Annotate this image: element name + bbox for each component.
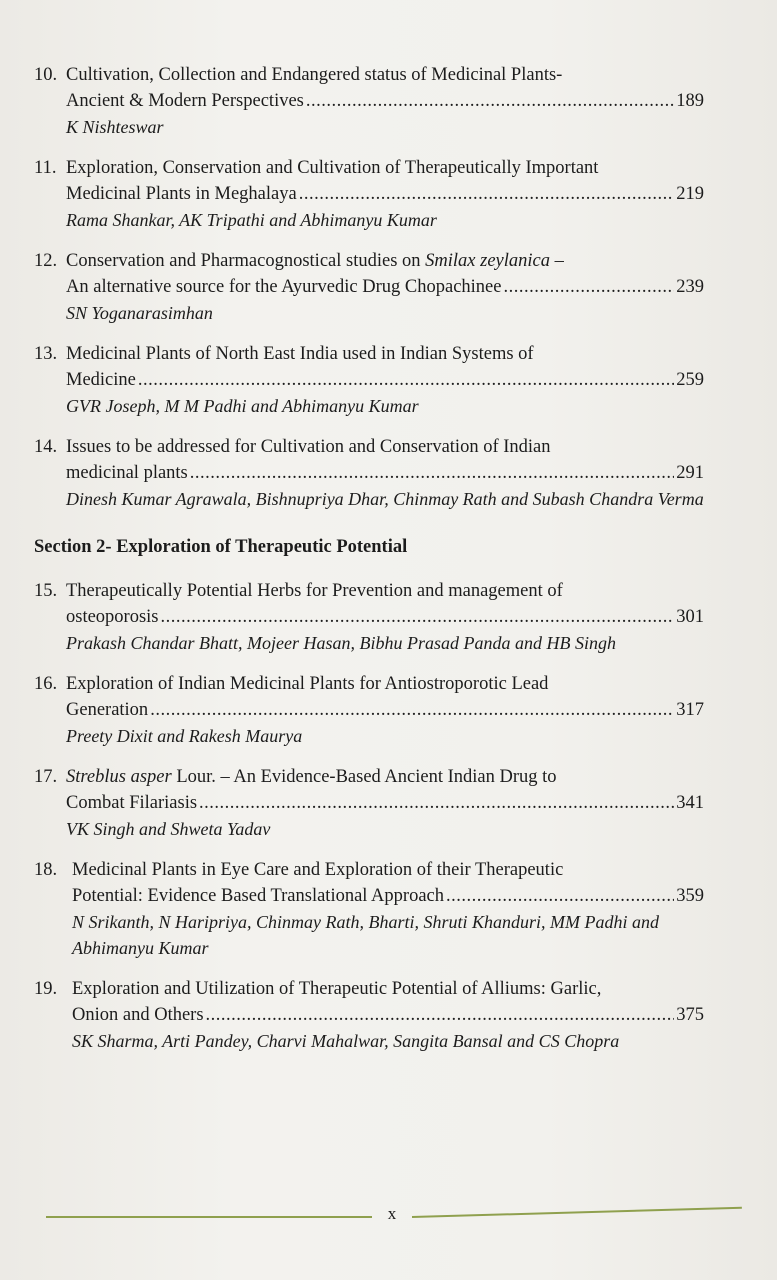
- entry-title-line2: Medicine: [66, 370, 136, 390]
- entry-title-dash: –: [550, 251, 564, 271]
- entry-number: 14.: [34, 437, 58, 457]
- entry-title-line2: Potential: Evidence Based Translational Approach: [72, 886, 444, 906]
- entry-title-line2: Combat Filariasis: [66, 793, 198, 813]
- entry-title-line2: Ancient & Modern Perspectives: [66, 91, 304, 111]
- entry-title-line2: medicinal plants: [66, 463, 188, 483]
- entry-number: 10.: [34, 65, 58, 85]
- entry-page-number: 189: [676, 91, 704, 111]
- toc-entry-16[interactable]: [34, 671, 704, 749]
- entry-title-line2: An alternative source for the Ayurvedic Drug Chopachinee: [66, 277, 502, 297]
- entry-number: 11.: [34, 158, 57, 178]
- footer-rule-right: [412, 1207, 742, 1218]
- entry-title-line1: Medicinal Plants of North East India used in Indian Systems of: [66, 344, 534, 364]
- dot-leader: [138, 367, 674, 393]
- entry-page-number: 239: [676, 277, 704, 297]
- entry-number: 17.: [34, 767, 58, 787]
- entry-authors: Rama Shankar, AK Tripathi and Abhimanyu Kumar: [66, 210, 437, 230]
- section-heading: Section 2- Exploration of Therapeutic Potential: [34, 537, 408, 557]
- entry-number: 16.: [34, 674, 58, 694]
- toc-entry-10[interactable]: [34, 62, 704, 140]
- entry-page-number: 301: [676, 607, 704, 627]
- table-of-contents: [34, 62, 704, 1069]
- species-name: Streblus asper: [66, 767, 172, 787]
- toc-entry-12[interactable]: [34, 248, 704, 326]
- entry-authors: K Nishteswar: [66, 117, 164, 137]
- toc-entry-14[interactable]: [34, 434, 704, 512]
- entry-page-number: 375: [676, 1005, 704, 1025]
- page-footer: [46, 1198, 746, 1238]
- toc-entry-19[interactable]: [34, 976, 704, 1054]
- page-folio: x: [387, 1204, 397, 1223]
- entry-page-number: 317: [676, 700, 704, 720]
- entry-title-line1: Therapeutically Potential Herbs for Prevention and management of: [66, 581, 563, 601]
- entry-authors: SK Sharma, Arti Pandey, Charvi Mahalwar, Sangita Bansal and CS Chopra: [72, 1031, 620, 1051]
- dot-leader: [299, 181, 675, 207]
- entry-title-line2: Onion and Others: [72, 1005, 204, 1025]
- entry-page-number: 219: [676, 184, 704, 204]
- dot-leader: [503, 274, 674, 300]
- footer-rule-left: [46, 1216, 372, 1218]
- entry-authors: N Srikanth, N Haripriya, Chinmay Rath, Bharti, Shruti Khanduri, MM Padhi and Abhimanyu Kumar: [72, 912, 660, 958]
- entry-title-line1: Issues to be addressed for Cultivation and Conservation of Indian: [66, 437, 551, 457]
- toc-entry-18[interactable]: [34, 857, 704, 961]
- entry-title-line1: [66, 248, 564, 274]
- dot-leader: [199, 790, 674, 816]
- entry-authors: Prakash Chandar Bhatt, Mojeer Hasan, Bibhu Prasad Panda and HB Singh: [66, 633, 616, 653]
- entry-page-number: 291: [676, 463, 704, 483]
- entry-title-line2: Medicinal Plants in Meghalaya: [66, 184, 297, 204]
- toc-entry-15[interactable]: [34, 578, 704, 656]
- entry-title-line1: Exploration, Conservation and Cultivation of Therapeutically Important: [66, 158, 599, 178]
- entry-authors: Preety Dixit and Rakesh Maurya: [66, 726, 303, 746]
- entry-title-line1: [66, 764, 557, 790]
- entry-number: 13.: [34, 344, 58, 364]
- toc-entry-11[interactable]: [34, 155, 704, 233]
- dot-leader: [306, 88, 674, 114]
- dot-leader: [206, 1002, 675, 1028]
- toc-entry-17[interactable]: [34, 764, 704, 842]
- entry-number: 18.: [34, 860, 58, 880]
- entry-title-line1: Exploration and Utilization of Therapeutic Potential of Alliums: Garlic,: [72, 979, 602, 999]
- entry-authors: VK Singh and Shweta Yadav: [66, 819, 271, 839]
- entry-authors: SN Yoganarasimhan: [66, 303, 213, 323]
- entry-number: 12.: [34, 251, 58, 271]
- entry-number: 15.: [34, 581, 58, 601]
- entry-title-line2: Generation: [66, 700, 149, 720]
- entry-title-text: Conservation and Pharmacognostical studies on: [66, 251, 426, 271]
- entry-title-line1: Exploration of Indian Medicinal Plants for Antiostroporotic Lead: [66, 674, 549, 694]
- species-name: Smilax zeylanica: [425, 251, 550, 271]
- dot-leader: [150, 697, 674, 723]
- entry-title-line1: Cultivation, Collection and Endangered status of Medicinal Plants-: [66, 65, 563, 85]
- entry-page-number: 341: [676, 793, 704, 813]
- entry-number: 19.: [34, 979, 58, 999]
- entry-title-line2: osteoporosis: [66, 607, 159, 627]
- entry-title-text: Lour. – An Evidence-Based Ancient Indian Drug to: [171, 767, 557, 787]
- entry-page-number: 259: [676, 370, 704, 390]
- toc-entry-13[interactable]: [34, 341, 704, 419]
- dot-leader: [446, 883, 674, 909]
- entry-authors: GVR Joseph, M M Padhi and Abhimanyu Kumar: [66, 396, 419, 416]
- entry-page-number: 359: [676, 886, 704, 906]
- dot-leader: [161, 604, 675, 630]
- entry-title-line1: Medicinal Plants in Eye Care and Exploration of their Therapeutic: [72, 860, 564, 880]
- entry-authors: Dinesh Kumar Agrawala, Bishnupriya Dhar, Chinmay Rath and Subash Chandra Verma: [66, 489, 704, 509]
- dot-leader: [190, 460, 674, 486]
